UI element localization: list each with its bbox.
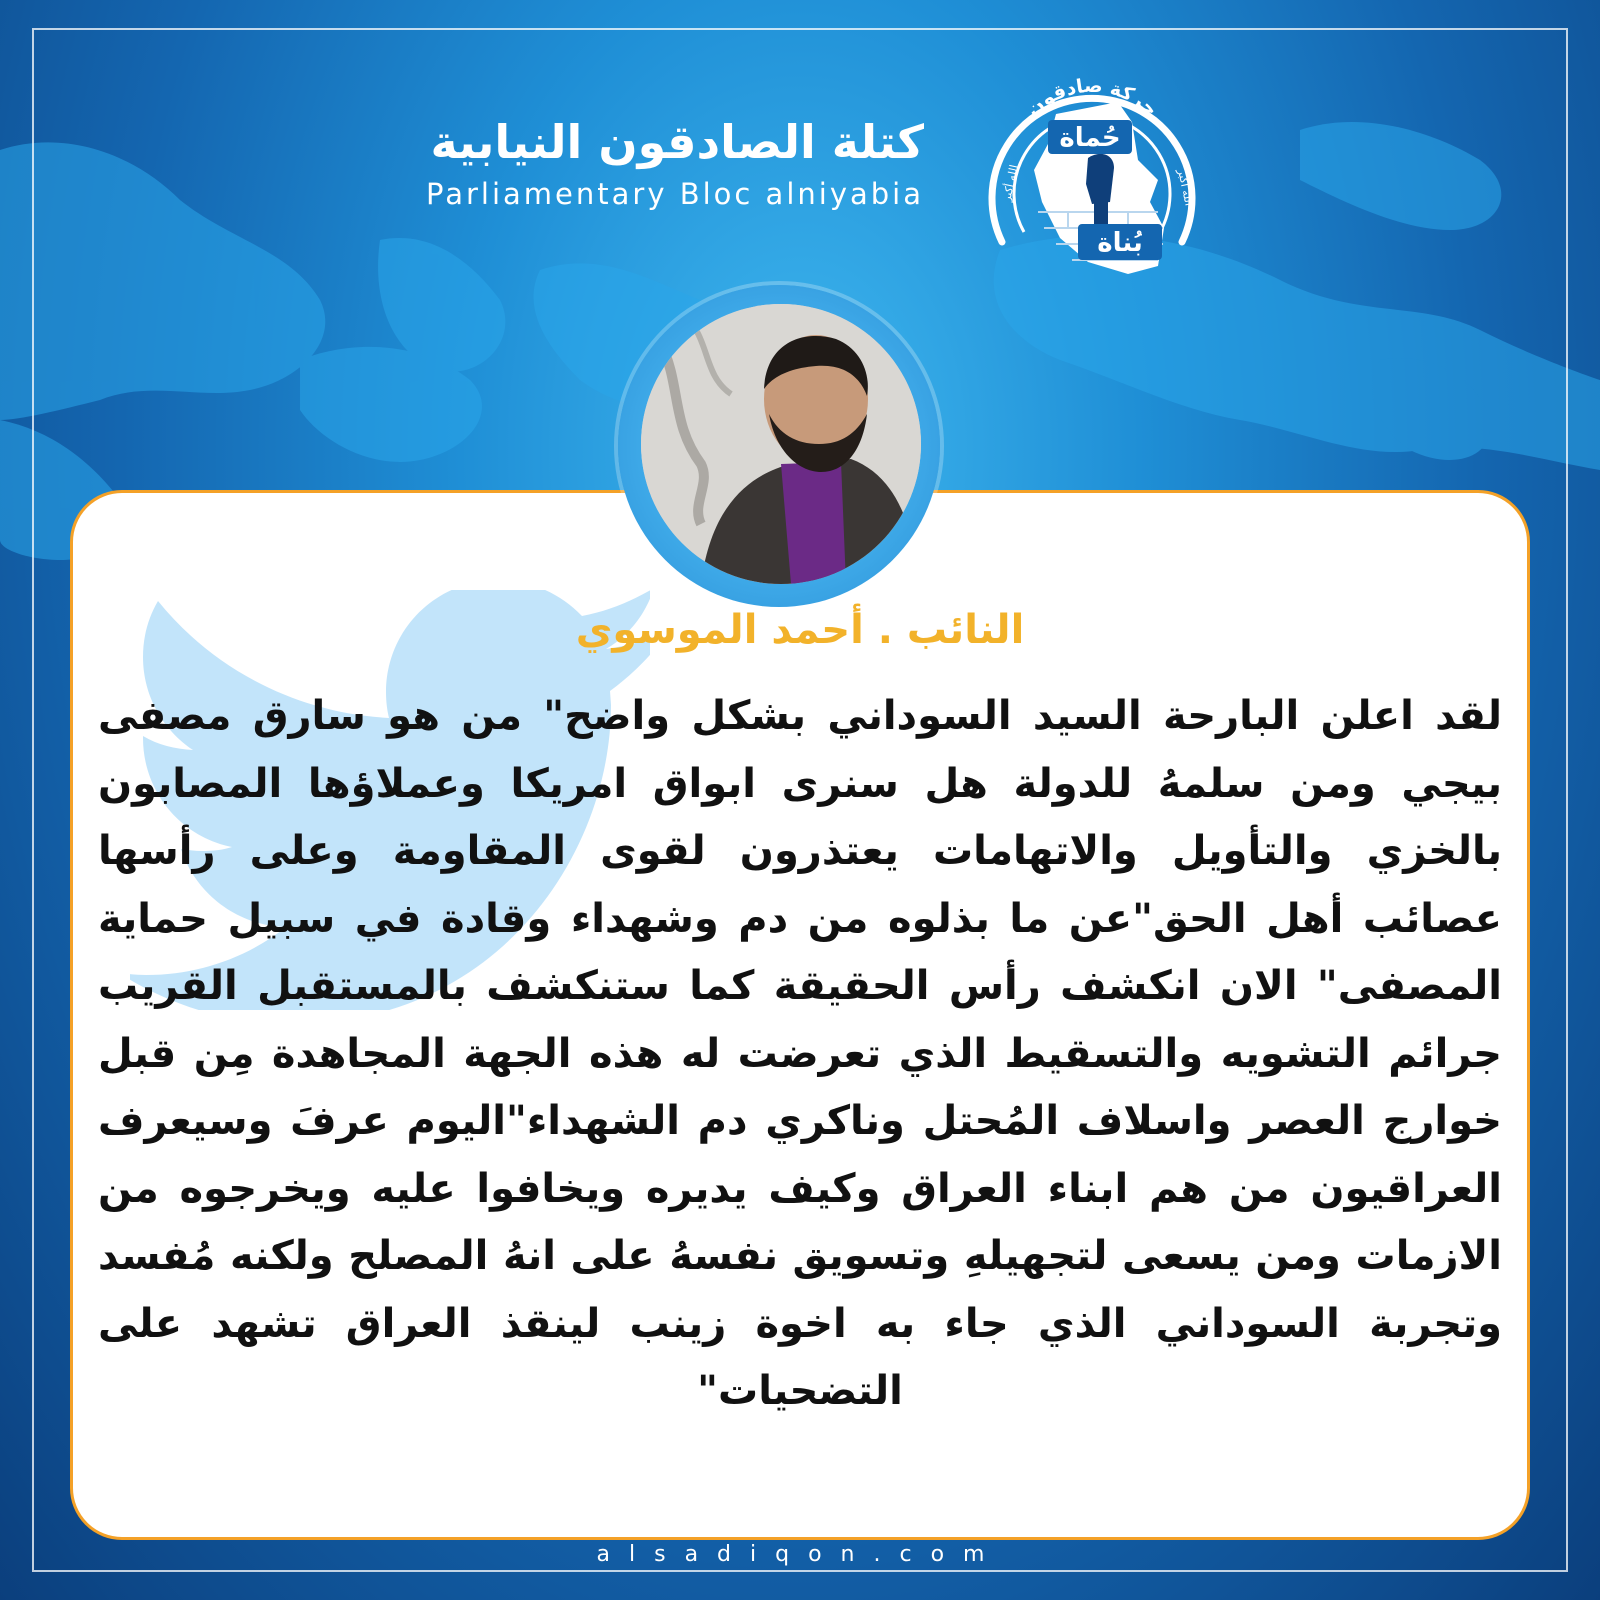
emblem-ring-text: حركة صادقون (1022, 74, 1162, 121)
bloc-title-arabic: كتلة الصادقون النيابية (430, 115, 924, 169)
sadiqon-movement-emblem-icon (968, 52, 1216, 288)
header (224, 112, 924, 214)
emblem-side-text-right: الله أكبر (1175, 167, 1196, 207)
bloc-title-english: Parliamentary Bloc alniyabia (426, 177, 924, 211)
speaker-photo (641, 304, 921, 584)
speaker-name: النائب . أحمد الموسوي (575, 607, 1025, 653)
emblem-side-text-left: الله أكبر (1000, 163, 1021, 203)
emblem-bottom-word: بُناة (1097, 228, 1143, 258)
statement-text: لقد اعلن البارحة السيد السوداني بشكل واضح" من هو سارق مصفى بيجي ومن سلمهُ للدولة هل سنرى ابواق امريكا وعملاؤها المصابون بالخزي والتأويل والاتهامات يعتذرون لقوى المقاومة وعلى رأسها عصائب أهل الحق"عن ما بذلوه من دم وشهداء وقادة في سبيل حماية المصفى" الان انكشف رأس الحقيقة كما ستنكشف بالمستقبل القريب جرائم التشويه والتسقيط الذي تعرضت له هذه الجهة المجاهدة مِن قبل خوارج العصر واسلاف المُحتل وناكري دم الشهداء"اليوم عرفَ وسيعرف العراقيون من هم ابناء العراق وكيف يديره ويخافوا عليه ويخرجوه من الازمات ومن يسعى لتجهيلهِ وتسويق نفسهُ على انهُ المصلح ولكنه مُفسد وتجربة السوداني الذي جاء به اخوة زينب لينقذ العراق تشهد على التضحيات" (98, 693, 1502, 1414)
website-url[interactable]: alsadiqon.com (596, 1542, 1004, 1567)
emblem-top-word: حُماة (1059, 123, 1121, 153)
